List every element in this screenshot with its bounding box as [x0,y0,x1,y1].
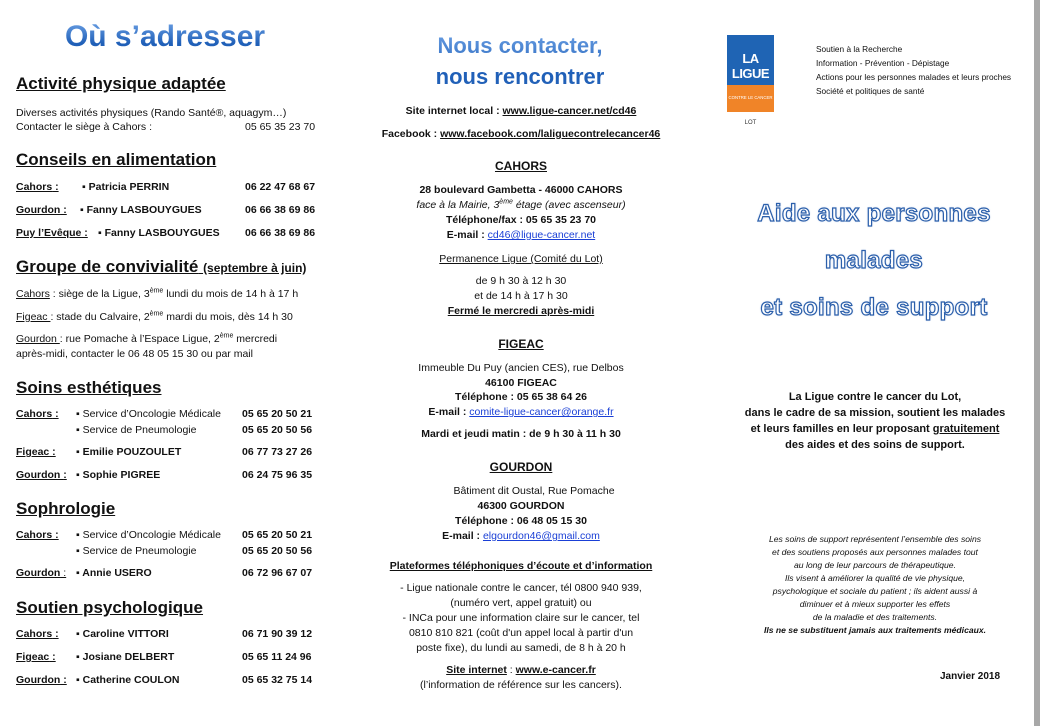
city: Cahors : [16,408,59,420]
contact-name: ▪ Service de Pneumologie [76,545,197,557]
city: Figeac : [16,651,56,663]
city: Puy l’Evêque : [16,227,88,239]
cahors-hours-2: et de 14 h à 17 h 30 [474,290,568,302]
right-title: Aide aux personnes malades et soins de support [757,200,991,321]
mission-item: Société et politiques de santé [816,86,925,96]
heading-sophrologie: Sophrologie [16,499,116,518]
cahors-closed: Fermé le mercredi après-midi [447,305,595,317]
gourdon-email-link[interactable]: elgourdon46@gmail.com [482,530,600,542]
apa-description: Diverses activités physiques (Rando Santé®, aquagym…) [16,107,287,119]
figeac-email-link[interactable]: comite-ligue-cancer@orange.fr [469,406,614,418]
soins-support-text: Les soins de support représentent l’ensemble des soins et des soutiens proposés aux personnes malades tout au long de leur parcours de thérapeutique. Ils visent à améliorer la qualité de vie physique, psychologique et sociale du patient ; ils aident aussi à diminuer et à mieux supporter les effets de la maladie et des traitements. Ils ne se substituent jamais aux traitements médicaux. [722,533,1028,637]
contact-row [16,469,326,483]
contact-name: ▪ Josiane DELBERT [76,651,175,663]
plateformes-line: - Ligue nationale contre le cancer, tél 0800 940 939, [400,582,642,594]
figeac-postcode: 46100 FIGEAC [485,377,557,389]
apa-contact-label: Contacter le siège à Cahors : [16,121,152,133]
ecancer-link[interactable]: www.e-cancer.fr [515,664,596,676]
gourdon-address: Bâtiment dit Oustal, Rue Pomache [453,485,615,497]
ecancer-note: (l’information de référence sur les cancers). [420,679,622,691]
cahors-hours-1: de 9 h 30 à 12 h 30 [475,275,567,287]
contact-row [16,628,326,642]
convivialite-figeac: Figeac : stade du Calvaire, 2ème mardi du mois, dès 14 h 30 [16,310,293,323]
cahors-phone: Téléphone/fax : 05 65 35 23 70 [446,214,596,226]
contact-phone: 05 65 20 50 21 [242,529,313,541]
figeac-hours: Mardi et jeudi matin : de 9 h 30 à 11 h 30 [421,428,621,440]
intro-text: La Ligue contre le cancer du Lot, dans le cadre de sa mission, soutient les malades et leurs familles en leur proposant gratuitement des aides et des soins de support. [744,391,1006,451]
contact-row [16,181,326,195]
city: Gourdon : [16,674,67,686]
contact-name: ▪ Service d’Oncologie Médicale [76,529,221,541]
site-internet-local: Site internet local : www.ligue-cancer.net/cd46 [405,105,637,117]
contact-phone: 05 65 20 50 56 [242,545,313,557]
heading-convivialite: Groupe de convivialité (septembre à juin) [16,257,307,276]
contact-name: ▪ Annie USERO [76,567,152,579]
contact-phone: 06 66 38 69 86 [245,227,316,239]
contact-name: ▪ Fanny LASBOUYGUES [80,204,202,216]
contact-row [16,567,326,581]
city: Gourdon : [16,469,67,481]
contact-name: ▪ Service de Pneumologie [76,424,197,436]
ecancer-site-row: Site internet : www.e-cancer.fr [446,664,596,676]
plateformes-line: - INCa pour une information claire sur le cancer, tel [402,612,640,624]
contact-name: ▪ Sophie PIGREE [76,469,161,481]
cahors-floor: face à la Mairie, 3ème étage (avec ascenseur) [416,198,626,211]
plateformes-line: poste fixe), du lundi au samedi, de 8 h à 20 h [416,642,626,654]
soins-bold-line: Ils ne se substituent jamais aux traitements médicaux. [763,625,987,635]
contact-phone: 05 65 11 24 96 [242,651,312,663]
center-title: Nous contacter, nous rencontrer [365,30,675,92]
window-edge-scrollbar[interactable] [1034,0,1040,726]
cahors-permanence: Permanence Ligue (Comité du Lot) [439,253,603,265]
logo-name: LA LIGUE [731,51,770,81]
heading-cahors: CAHORS [494,159,547,173]
contact-row [16,651,326,665]
convivialite-cahors: Cahors : siège de la Ligue, 3ème lundi du mois de 14 h à 17 h [16,287,299,300]
contact-phone: 06 72 96 67 07 [242,567,313,579]
contact-row [16,424,326,438]
logo-region: LOT [744,120,757,126]
mission-item: Information - Prévention - Dépistage [816,58,950,68]
contact-row [16,408,326,422]
heading-figeac: FIGEAC [498,337,544,351]
site-link[interactable]: www.ligue-cancer.net/cd46 [502,105,637,117]
gourdon-phone: Téléphone : 06 48 05 15 30 [455,515,587,527]
city: Figeac : [16,446,56,458]
contact-phone: 06 71 90 39 12 [242,628,313,640]
contact-phone: 06 77 73 27 26 [242,446,313,458]
cahors-email-row: E-mail : cd46@ligue-cancer.net [446,229,596,241]
contact-row [16,227,326,241]
contact-name: ▪ Fanny LASBOUYGUES [98,227,220,239]
city: Cahors : [16,529,59,541]
contact-row [16,446,326,460]
contact-phone: 06 24 75 96 35 [242,469,313,481]
gourdon-email-row: E-mail : elgourdon46@gmail.com [442,530,600,542]
cahors-email-link[interactable]: cd46@ligue-cancer.net [487,229,596,241]
facebook-link[interactable]: www.facebook.com/laliguecontrelecancer46 [440,128,661,140]
logo-sub: CONTRE LE CANCER [728,95,773,100]
mission-item: Actions pour les personnes malades et leurs proches [816,72,1012,82]
la-ligue-logo [727,35,774,112]
gourdon-postcode: 46300 GOURDON [477,500,565,512]
heading-gourdon: GOURDON [489,460,553,474]
contact-row [16,545,326,559]
date: Janvier 2018 [940,671,1001,682]
mission-item: Soutien à la Recherche [816,44,903,54]
contact-phone: 05 65 20 50 21 [242,408,313,420]
contact-phone: 05 65 20 50 56 [242,424,313,436]
apa-phone: 05 65 35 23 70 [245,121,316,133]
contact-name: ▪ Emilie POUZOULET [76,446,182,458]
heading-soutien-psychologique: Soutien psychologique [16,598,204,617]
heading-soins-esthetiques: Soins esthétiques [16,378,162,397]
cahors-address: 28 boulevard Gambetta - 46000 CAHORS [419,184,623,196]
contact-row [16,204,326,218]
city: Gourdon : [16,204,67,216]
city: Cahors : [16,628,59,640]
contact-name: ▪ Service d’Oncologie Médicale [76,408,221,420]
plateformes-line: (numéro vert, appel gratuit) ou [450,597,592,609]
heading-plateformes: Plateformes téléphoniques d’écoute et d’information [389,560,653,572]
heading-alimentation: Conseils en alimentation [16,150,217,169]
contact-name: ▪ Patricia PERRIN [82,181,170,193]
apa-contact-row [16,121,326,135]
gratuitement: gratuitement [932,423,1000,435]
plateformes-line: 0810 810 821 (coût d'un appel local à partir d'un [408,627,634,639]
city: Cahors : [16,181,59,193]
heading-activite-physique: Activité physique adaptée [16,74,226,93]
city: Gourdon : [16,567,67,579]
figeac-email-row: E-mail : comite-ligue-cancer@orange.fr [428,406,614,418]
contact-name: ▪ Catherine COULON [76,674,180,686]
facebook: Facebook : www.facebook.com/laliguecontrelecancer46 [381,128,661,140]
heading-note: (septembre à juin) [203,261,307,275]
convivialite-gourdon: Gourdon : rue Pomache à l’Espace Ligue, 2ème mercredi après-midi, contacter le 06 48 05 15 30 ou par mail [16,332,278,360]
figeac-address: Immeuble Du Puy (ancien CES), rue Delbos [418,362,624,374]
mission-list [816,42,1011,98]
contact-phone: 05 65 32 75 14 [242,674,313,686]
left-title: Où s’adresser [0,20,330,54]
contact-phone: 06 22 47 68 67 [245,181,316,193]
contact-row [16,674,326,688]
contact-name: ▪ Caroline VITTORI [76,628,169,640]
contact-phone: 06 66 38 69 86 [245,204,316,216]
figeac-phone: Téléphone : 05 65 38 64 26 [455,391,587,403]
contact-row [16,529,326,543]
